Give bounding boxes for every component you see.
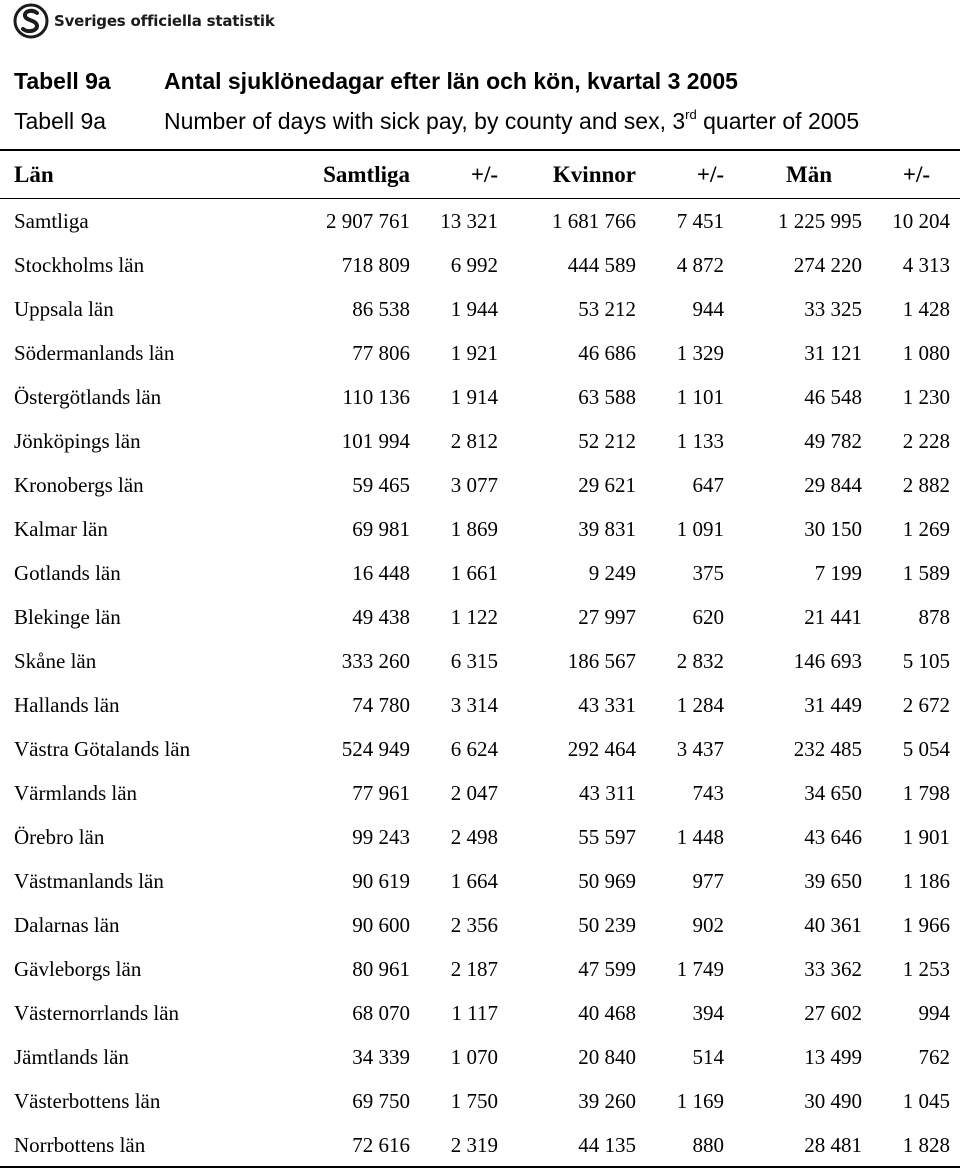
cell-county: Jämtlands län [14, 1044, 129, 1069]
cell-total: 74 780 [352, 692, 410, 717]
cell-women-change: 944 [692, 296, 724, 321]
cell-men-change: 5 105 [902, 648, 950, 673]
table-row [0, 1035, 960, 1079]
cell-county: Gävleborgs län [14, 956, 142, 981]
header-women: Kvinnor [498, 152, 636, 199]
cell-county: Västmanlands län [14, 868, 164, 893]
table-row [0, 551, 960, 595]
cell-men-change: 1 828 [902, 1132, 950, 1157]
cell-women-change: 1 284 [676, 692, 724, 717]
cell-men: 31 449 [804, 692, 862, 717]
cell-women-change: 902 [692, 912, 724, 937]
table-label-english: Tabell 9a [14, 108, 107, 134]
cell-women: 43 311 [579, 780, 636, 805]
cell-total-change: 1 664 [450, 868, 498, 893]
cell-county: Västra Götalands län [14, 736, 191, 761]
table-row [0, 727, 960, 771]
cell-total: 90 600 [352, 912, 410, 937]
cell-men-change: 878 [918, 604, 950, 629]
cell-women: 53 212 [578, 296, 636, 321]
cell-county: Kronobergs län [14, 472, 144, 497]
cell-county: Norrbottens län [14, 1132, 146, 1157]
cell-men: 43 646 [804, 824, 862, 849]
cell-women-change: 3 437 [676, 736, 724, 761]
cell-county: Värmlands län [14, 780, 138, 805]
cell-total: 110 136 [342, 384, 410, 409]
table-row [0, 683, 960, 727]
table-row [0, 375, 960, 419]
header-women-change: +/- [636, 152, 724, 199]
cell-men-change: 10 204 [892, 208, 950, 233]
cell-total-change: 1 750 [450, 1088, 498, 1113]
table-header-row [0, 152, 960, 199]
table-row [0, 639, 960, 683]
cell-men-change: 1 269 [902, 516, 950, 541]
title-text-english: Number of days with sick pay, by county and sex, 3rd quarter of 2005 [164, 107, 860, 134]
cell-women-change: 514 [692, 1044, 724, 1069]
cell-men: 30 150 [804, 516, 862, 541]
cell-women-change: 1 329 [676, 340, 724, 365]
table-row [0, 287, 960, 331]
header-men-change: +/- [862, 152, 960, 199]
cell-women-change: 880 [692, 1132, 724, 1157]
table-row [0, 1123, 960, 1167]
cell-women-change: 647 [692, 472, 724, 497]
cell-women: 9 249 [588, 560, 636, 585]
cell-total: 77 806 [352, 340, 410, 365]
cell-men: 21 441 [804, 604, 862, 629]
table-row [0, 947, 960, 991]
table-row [0, 243, 960, 287]
cell-total-change: 1 122 [450, 604, 498, 629]
cell-men-change: 5 054 [902, 736, 950, 761]
cell-men: 232 485 [793, 736, 862, 761]
cell-total: 68 070 [352, 1000, 410, 1025]
logo-text: Sveriges officiella statistik [54, 12, 275, 30]
cell-county: Östergötlands län [14, 384, 162, 409]
cell-women: 50 969 [578, 868, 636, 893]
cell-county: Uppsala län [14, 296, 114, 321]
table-row [0, 991, 960, 1035]
cell-women: 27 997 [578, 604, 636, 629]
cell-total-change: 2 812 [450, 428, 498, 453]
cell-women-change: 1 169 [676, 1088, 724, 1113]
cell-county: Kalmar län [14, 516, 108, 541]
cell-women: 63 588 [578, 384, 636, 409]
cell-total: 718 809 [341, 252, 410, 277]
cell-women-change: 394 [692, 1000, 724, 1025]
cell-men: 7 199 [814, 560, 862, 585]
bottom-rule [0, 1166, 960, 1168]
cell-men-change: 1 080 [902, 340, 950, 365]
cell-men: 46 548 [804, 384, 862, 409]
cell-men-change: 1 253 [902, 956, 950, 981]
cell-county: Södermanlands län [14, 340, 175, 365]
cell-county: Västerbottens län [14, 1088, 161, 1113]
cell-men-change: 1 589 [902, 560, 950, 585]
cell-men: 39 650 [804, 868, 862, 893]
cell-men: 30 490 [804, 1088, 862, 1113]
cell-men: 29 844 [804, 472, 862, 497]
cell-women: 43 331 [578, 692, 636, 717]
cell-women: 44 135 [578, 1132, 636, 1157]
cell-total: 99 243 [352, 824, 410, 849]
cell-men: 33 325 [804, 296, 862, 321]
cell-total: 86 538 [352, 296, 410, 321]
table-row [0, 903, 960, 947]
cell-men-change: 1 045 [902, 1088, 950, 1113]
data-table [0, 152, 960, 1167]
cell-women-change: 4 872 [676, 252, 724, 277]
cell-county: Hallands län [14, 692, 120, 717]
cell-county: Dalarnas län [14, 912, 120, 937]
cell-men: 34 650 [804, 780, 862, 805]
cell-men: 40 361 [804, 912, 862, 937]
cell-men: 13 499 [804, 1044, 862, 1069]
cell-total: 34 339 [352, 1044, 410, 1069]
table-row [0, 331, 960, 375]
cell-men-change: 2 672 [902, 692, 950, 717]
cell-women-change: 977 [692, 868, 724, 893]
cell-total: 59 465 [352, 472, 410, 497]
cell-men-change: 4 313 [902, 252, 950, 277]
cell-men-change: 2 228 [902, 428, 950, 453]
cell-women: 20 840 [578, 1044, 636, 1069]
cell-county: Västernorrlands län [14, 1000, 180, 1025]
cell-men-change: 1 901 [902, 824, 950, 849]
cell-women: 1 681 766 [552, 208, 636, 233]
table-row [0, 595, 960, 639]
cell-county: Stockholms län [14, 252, 145, 277]
cell-men-change: 1 428 [902, 296, 950, 321]
cell-women-change: 375 [692, 560, 724, 585]
cell-total: 524 949 [341, 736, 410, 761]
table-row [0, 199, 960, 244]
cell-total: 101 994 [341, 428, 410, 453]
cell-women: 50 239 [578, 912, 636, 937]
table-row [0, 463, 960, 507]
cell-total-change: 2 356 [450, 912, 498, 937]
cell-total-change: 2 319 [450, 1132, 498, 1157]
cell-women: 39 260 [578, 1088, 636, 1113]
cell-women-change: 1 091 [676, 516, 724, 541]
title-english [14, 108, 859, 135]
cell-men: 33 362 [804, 956, 862, 981]
cell-total: 69 981 [352, 516, 410, 541]
cell-women: 46 686 [578, 340, 636, 365]
table-row [0, 815, 960, 859]
cell-total-change: 6 992 [450, 252, 498, 277]
cell-women: 47 599 [578, 956, 636, 981]
cell-men-change: 1 186 [902, 868, 950, 893]
header-county: Län [0, 152, 280, 199]
cell-total-change: 6 315 [450, 648, 498, 673]
cell-women: 292 464 [567, 736, 636, 761]
title-text-swedish: Antal sjuklönedagar efter län och kön, kvartal 3 2005 [164, 68, 738, 94]
cell-county: Skåne län [14, 648, 97, 673]
cell-total: 90 619 [352, 868, 410, 893]
cell-women: 186 567 [567, 648, 636, 673]
scb-logo-icon [12, 2, 52, 40]
cell-women: 29 621 [578, 472, 636, 497]
cell-total-change: 1 661 [450, 560, 498, 585]
cell-women: 444 589 [567, 252, 636, 277]
cell-women: 52 212 [578, 428, 636, 453]
title-swedish [14, 68, 738, 95]
cell-women: 55 597 [578, 824, 636, 849]
cell-men: 27 602 [804, 1000, 862, 1025]
cell-total-change: 13 321 [440, 208, 498, 233]
cell-total-change: 3 314 [450, 692, 498, 717]
cell-men-change: 1 798 [902, 780, 950, 805]
cell-men: 274 220 [793, 252, 862, 277]
cell-total: 49 438 [352, 604, 410, 629]
cell-men: 31 121 [804, 340, 862, 365]
cell-men: 28 481 [804, 1132, 862, 1157]
table-label-swedish: Tabell 9a [14, 68, 111, 94]
cell-men-change: 1 230 [902, 384, 950, 409]
table-row [0, 419, 960, 463]
header-rule [0, 149, 960, 151]
cell-total-change: 2 498 [450, 824, 498, 849]
cell-women-change: 1 101 [676, 384, 724, 409]
cell-county: Örebro län [14, 824, 105, 849]
cell-total-change: 3 077 [450, 472, 498, 497]
cell-women-change: 2 832 [676, 648, 724, 673]
cell-women-change: 620 [692, 604, 724, 629]
cell-total-change: 1 117 [451, 1000, 498, 1025]
cell-men: 146 693 [793, 648, 862, 673]
cell-women: 40 468 [578, 1000, 636, 1025]
cell-total-change: 6 624 [450, 736, 498, 761]
cell-women-change: 1 448 [676, 824, 724, 849]
table-row [0, 771, 960, 815]
cell-total: 72 616 [352, 1132, 410, 1157]
cell-county: Samtliga [14, 208, 89, 233]
cell-women-change: 743 [692, 780, 724, 805]
table-row [0, 507, 960, 551]
cell-county: Blekinge län [14, 604, 121, 629]
cell-total-change: 1 869 [450, 516, 498, 541]
cell-men-change: 2 882 [902, 472, 950, 497]
logo [12, 2, 275, 40]
cell-county: Jönköpings län [14, 428, 141, 453]
cell-women-change: 1 749 [676, 956, 724, 981]
cell-county: Gotlands län [14, 560, 121, 585]
cell-women-change: 7 451 [676, 208, 724, 233]
header-men: Män [724, 152, 862, 199]
cell-total: 16 448 [352, 560, 410, 585]
table-row [0, 859, 960, 903]
cell-total-change: 1 944 [450, 296, 498, 321]
cell-total-change: 2 047 [450, 780, 498, 805]
cell-women: 39 831 [578, 516, 636, 541]
cell-total: 2 907 761 [326, 208, 410, 233]
cell-total: 69 750 [352, 1088, 410, 1113]
header-total-change: +/- [410, 152, 498, 199]
cell-men-change: 1 966 [902, 912, 950, 937]
header-total: Samtliga [280, 152, 410, 199]
cell-men: 1 225 995 [778, 208, 862, 233]
cell-total-change: 1 070 [450, 1044, 498, 1069]
cell-total-change: 2 187 [450, 956, 498, 981]
table-row [0, 1079, 960, 1123]
cell-total: 80 961 [352, 956, 410, 981]
cell-total: 77 961 [352, 780, 410, 805]
cell-men-change: 994 [918, 1000, 950, 1025]
cell-women-change: 1 133 [676, 428, 724, 453]
cell-men-change: 762 [918, 1044, 950, 1069]
cell-total-change: 1 914 [450, 384, 498, 409]
cell-men: 49 782 [804, 428, 862, 453]
cell-total: 333 260 [341, 648, 410, 673]
cell-total-change: 1 921 [450, 340, 498, 365]
